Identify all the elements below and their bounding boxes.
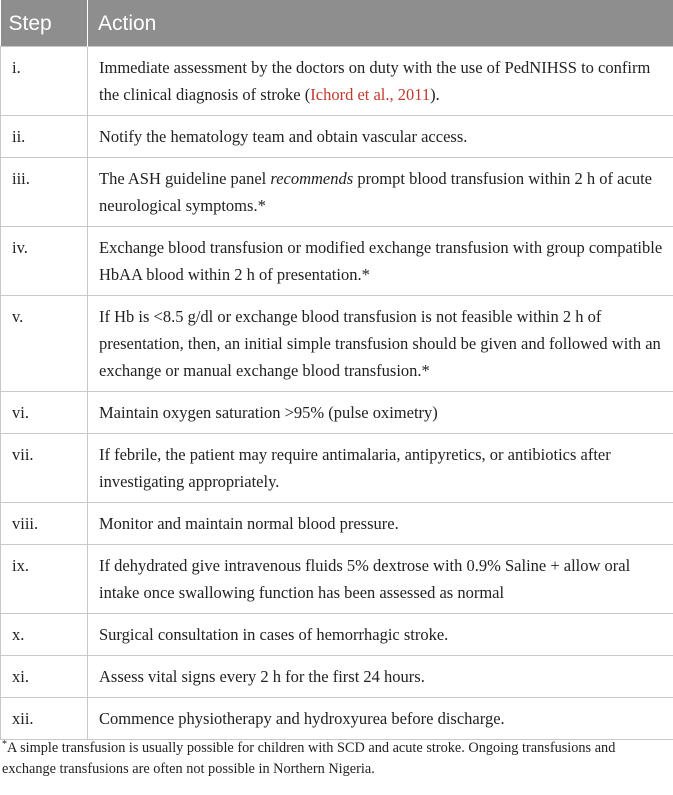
citation-link[interactable]: Ichord et al., 2011 bbox=[310, 85, 431, 104]
step-cell: x. bbox=[1, 614, 88, 656]
table-row bbox=[1, 614, 673, 656]
action-cell: Maintain oxygen saturation >95% (pulse oximetry) bbox=[88, 392, 673, 434]
action-cell: Surgical consultation in cases of hemorrhagic stroke. bbox=[88, 614, 673, 656]
table-row bbox=[1, 116, 673, 158]
table-row bbox=[1, 392, 673, 434]
action-cell: Commence physiotherapy and hydroxyurea before discharge. bbox=[88, 698, 673, 740]
action-text-end: ). bbox=[430, 85, 440, 104]
action-text: Immediate assessment by the doctors on duty with the use of PedNIHSS to confirm the clinical diagnosis of stroke ( bbox=[99, 58, 651, 104]
action-cell: Monitor and maintain normal blood pressure. bbox=[88, 503, 673, 545]
step-cell: iii. bbox=[1, 158, 88, 227]
table-row bbox=[1, 158, 673, 227]
step-cell: i. bbox=[1, 47, 88, 116]
action-text: The ASH guideline panel bbox=[99, 169, 271, 188]
step-cell: ii. bbox=[1, 116, 88, 158]
table-row bbox=[1, 698, 673, 740]
action-cell: Notify the hematology team and obtain vascular access. bbox=[88, 116, 673, 158]
step-cell: vii. bbox=[1, 434, 88, 503]
action-cell: If Hb is <8.5 g/dl or exchange blood transfusion is not feasible within 2 h of presentation, then, an initial simple transfusion should be given and followed with an exchange or manual exchange blood transfusion.* bbox=[88, 296, 673, 392]
table-row bbox=[1, 545, 673, 614]
step-cell: xii. bbox=[1, 698, 88, 740]
footnote-marker: * bbox=[2, 739, 7, 750]
table-row bbox=[1, 434, 673, 503]
emphasis-text: recommends bbox=[270, 169, 354, 188]
step-cell: xi. bbox=[1, 656, 88, 698]
action-cell: If febrile, the patient may require antimalaria, antipyretics, or antibiotics after investigating appropriately. bbox=[88, 434, 673, 503]
table-row bbox=[1, 47, 673, 116]
step-cell: viii. bbox=[1, 503, 88, 545]
step-cell: iv. bbox=[1, 227, 88, 296]
action-cell bbox=[88, 47, 673, 116]
column-header-action: Action bbox=[88, 0, 673, 47]
footnote-text: A simple transfusion is usually possible for children with SCD and acute stroke. Ongoing transfusions and exchange transfusions are often not possible in Northern Nigeria. bbox=[2, 740, 616, 777]
action-cell: Exchange blood transfusion or modified exchange transfusion with group compatible HbAA blood within 2 h of presentation.* bbox=[88, 227, 673, 296]
step-cell: v. bbox=[1, 296, 88, 392]
step-cell: vi. bbox=[1, 392, 88, 434]
table-row bbox=[1, 296, 673, 392]
table-header bbox=[1, 0, 673, 47]
action-cell: If dehydrated give intravenous fluids 5% dextrose with 0.9% Saline + allow oral intake once swallowing function has been assessed as normal bbox=[88, 545, 673, 614]
column-header-step: Step bbox=[1, 0, 88, 47]
table-footnote bbox=[0, 738, 672, 780]
table-row bbox=[1, 656, 673, 698]
table-row bbox=[1, 503, 673, 545]
action-cell: Assess vital signs every 2 h for the first 24 hours. bbox=[88, 656, 673, 698]
action-cell bbox=[88, 158, 673, 227]
step-cell: ix. bbox=[1, 545, 88, 614]
table-body bbox=[1, 47, 673, 740]
header-row bbox=[1, 0, 673, 47]
action-text-end: prompt blood transfusion within 2 h of acute neurological symptoms.* bbox=[99, 169, 652, 215]
table-row bbox=[1, 227, 673, 296]
